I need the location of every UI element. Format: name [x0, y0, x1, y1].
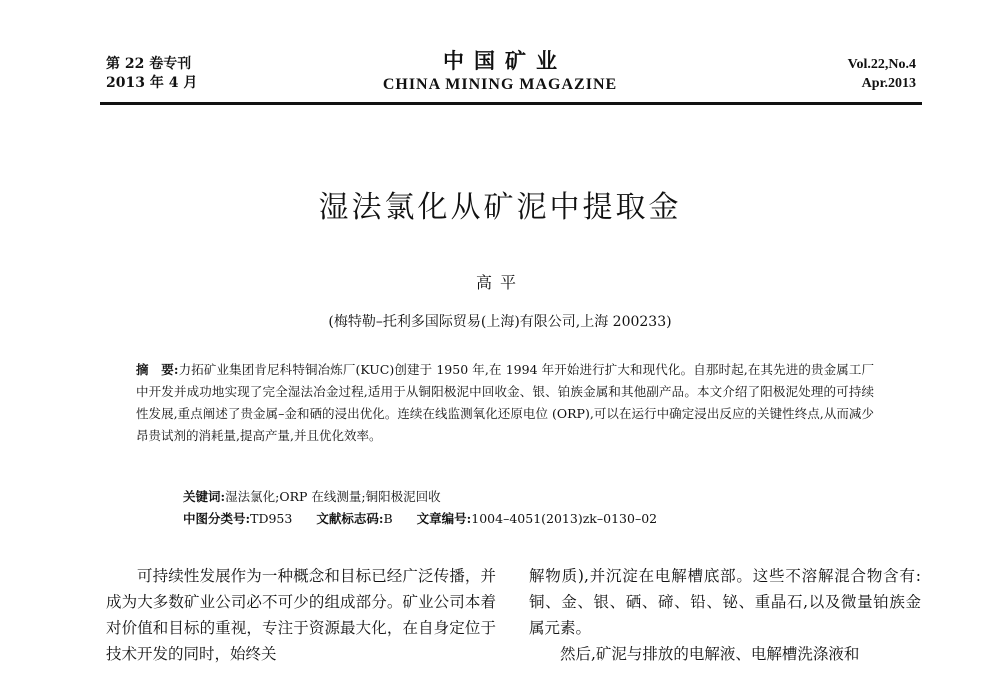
keywords-label: 关键词:: [183, 489, 226, 504]
article-number-label: 文章编号:: [416, 511, 472, 526]
author-affiliation: (梅特勒–托利多国际贸易(上海)有限公司,上海 200233): [328, 314, 672, 330]
body-right-column: [529, 563, 921, 667]
abstract-label: 摘 要:: [136, 362, 179, 377]
abstract: [136, 359, 874, 447]
issue-date: 2013 年 4 月: [106, 75, 198, 91]
header-rule: [100, 102, 922, 105]
issue-date-english: Apr.2013: [861, 76, 916, 91]
journal-volume-info: [848, 55, 916, 93]
document-code-label: 文献标志码:: [316, 511, 384, 526]
journal-title-english: CHINA MINING MAGAZINE: [382, 76, 618, 93]
article-title: 湿法氯化从矿泥中提取金: [318, 190, 682, 225]
clc-value: TD953: [250, 511, 293, 526]
clc-label: 中图分类号:: [183, 511, 251, 526]
article-number-value: 1004–4051(2013)zk–0130–02: [471, 511, 658, 526]
journal-title-chinese: 中国矿业: [443, 48, 567, 73]
author-name: 高平: [475, 273, 524, 292]
volume-number: Vol.22,No.4: [847, 57, 916, 72]
document-code-value: B: [383, 511, 393, 526]
keywords-text: 湿法氯化;ORP 在线测量;铜阳极泥回收: [225, 489, 441, 504]
abstract-text: 力拓矿业集团肯尼科特铜冶炼厂(KUC)创建于 1950 年,在 1994 年开始进行扩大和现代化。自那时起,在其先进的贵金属工厂中开发并成功地实现了完全湿法冶金过程,适用于从铜阳极泥中回收金、银、铂族金属和其他副产品。本文介绍了阳极泥处理的可持续性发展,重点阐述了贵金属–金和硒的浸出优化。连续在线监测氧化还原电位 (ORP),可以在运行中确定浸出反应的关键性终点,从而减少昂贵试剂的消耗量,提高产量,并且优化效率。: [136, 362, 874, 443]
body-paragraph: 解物质),并沉淀在电解槽底部。这些不溶解混合物含有:铜、金、银、硒、碲、铅、铋、重晶石,以及微量铂族金属元素。: [529, 567, 921, 637]
body-paragraph: 然后,矿泥与排放的电解液、电解槽洗涤液和: [560, 645, 860, 663]
keywords: [183, 487, 441, 507]
body-left-column: 可持续性发展作为一种概念和目标已经广泛传播，并成为大多数矿业公司必不可少的组成部分。矿业公司本着对价值和目标的重视，专注于资源最大化，在自身定位于技术开发的同时，始终关: [106, 567, 496, 663]
classification-line: [183, 509, 657, 529]
volume-label: 第 22 卷专刊: [106, 56, 192, 72]
